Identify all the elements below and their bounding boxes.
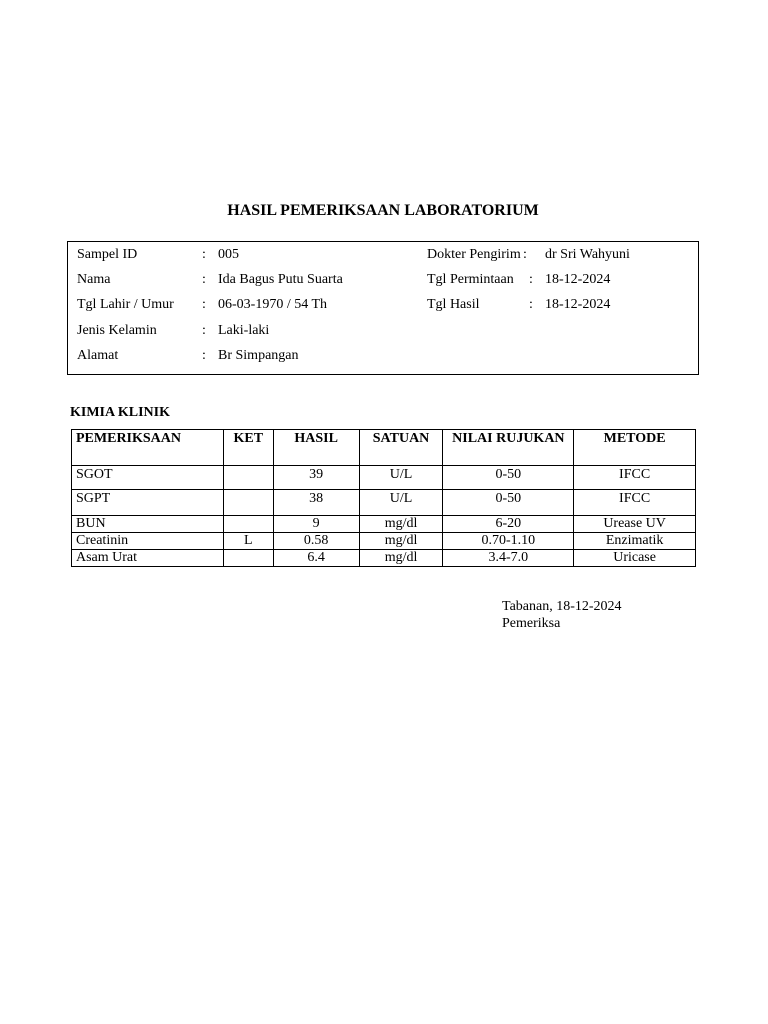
- test-name: Creatinin: [72, 533, 224, 550]
- test-unit: mg/dl: [359, 550, 443, 567]
- document-title: HASIL PEMERIKSAAN LABORATORIUM: [227, 202, 539, 219]
- test-unit: U/L: [359, 466, 443, 490]
- test-result: 39: [273, 466, 359, 490]
- colon: :: [202, 272, 206, 287]
- lab-results-table: [71, 429, 696, 567]
- header-metode: METODE: [574, 430, 696, 466]
- request-date-label: Tgl Permintaan: [427, 272, 514, 287]
- test-name: SGOT: [72, 466, 224, 490]
- test-reference: 0-50: [443, 490, 574, 516]
- birthdate-age-value: 06-03-1970 / 54 Th: [218, 297, 328, 312]
- referring-doctor-label: Dokter Pengirim: [427, 247, 521, 262]
- test-unit: mg/dl: [359, 516, 443, 533]
- header-pemeriksaan: PEMERIKSAAN: [72, 430, 224, 466]
- table-row: [72, 533, 696, 550]
- header-ket: KET: [223, 430, 273, 466]
- sample-id-label: Sampel ID: [77, 247, 138, 262]
- test-flag: [223, 516, 273, 533]
- test-reference: 0.70-1.10: [443, 533, 574, 550]
- header-nilai-rujukan: NILAI RUJUKAN: [443, 430, 574, 466]
- test-unit: U/L: [359, 490, 443, 516]
- test-method: Enzimatik: [574, 533, 696, 550]
- test-name: SGPT: [72, 490, 224, 516]
- address-value: Br Simpangan: [218, 348, 299, 363]
- colon: :: [202, 247, 206, 262]
- result-date-value: 18-12-2024: [545, 297, 611, 312]
- colon: :: [529, 272, 533, 287]
- test-method: Urease UV: [574, 516, 696, 533]
- test-flag: L: [223, 533, 273, 550]
- test-unit: mg/dl: [359, 533, 443, 550]
- test-name: Asam Urat: [72, 550, 224, 567]
- referring-doctor-value: dr Sri Wahyuni: [545, 247, 630, 262]
- test-method: Uricase: [574, 550, 696, 567]
- colon: :: [523, 247, 527, 262]
- result-date-label: Tgl Hasil: [427, 297, 480, 312]
- test-result: 0.58: [273, 533, 359, 550]
- colon: :: [202, 297, 206, 312]
- table-row: [72, 550, 696, 567]
- gender-label: Jenis Kelamin: [77, 323, 157, 338]
- test-flag: [223, 550, 273, 567]
- table-row: [72, 516, 696, 533]
- table-row: [72, 466, 696, 490]
- header-satuan: SATUAN: [359, 430, 443, 466]
- signature-role: Pemeriksa: [502, 616, 561, 631]
- colon: :: [202, 348, 206, 363]
- test-flag: [223, 466, 273, 490]
- colon: :: [202, 323, 206, 338]
- test-reference: 3.4-7.0: [443, 550, 574, 567]
- test-name: BUN: [72, 516, 224, 533]
- patient-info-box: [67, 241, 699, 375]
- test-result: 9: [273, 516, 359, 533]
- address-label: Alamat: [77, 348, 119, 363]
- signature-block: [502, 598, 622, 632]
- test-reference: 6-20: [443, 516, 574, 533]
- test-method: IFCC: [574, 466, 696, 490]
- section-title: KIMIA KLINIK: [70, 405, 170, 420]
- test-method: IFCC: [574, 490, 696, 516]
- gender-value: Laki-laki: [218, 323, 270, 338]
- test-result: 6.4: [273, 550, 359, 567]
- test-reference: 0-50: [443, 466, 574, 490]
- colon: :: [529, 297, 533, 312]
- name-label: Nama: [77, 272, 111, 287]
- signature-place-date: Tabanan, 18-12-2024: [502, 599, 622, 614]
- table-header-row: [72, 430, 696, 466]
- sample-id-value: 005: [218, 247, 239, 262]
- test-flag: [223, 490, 273, 516]
- header-hasil: HASIL: [273, 430, 359, 466]
- birthdate-age-label: Tgl Lahir / Umur: [77, 297, 174, 312]
- test-result: 38: [273, 490, 359, 516]
- table-row: [72, 490, 696, 516]
- name-value: Ida Bagus Putu Suarta: [218, 272, 343, 287]
- request-date-value: 18-12-2024: [545, 272, 611, 287]
